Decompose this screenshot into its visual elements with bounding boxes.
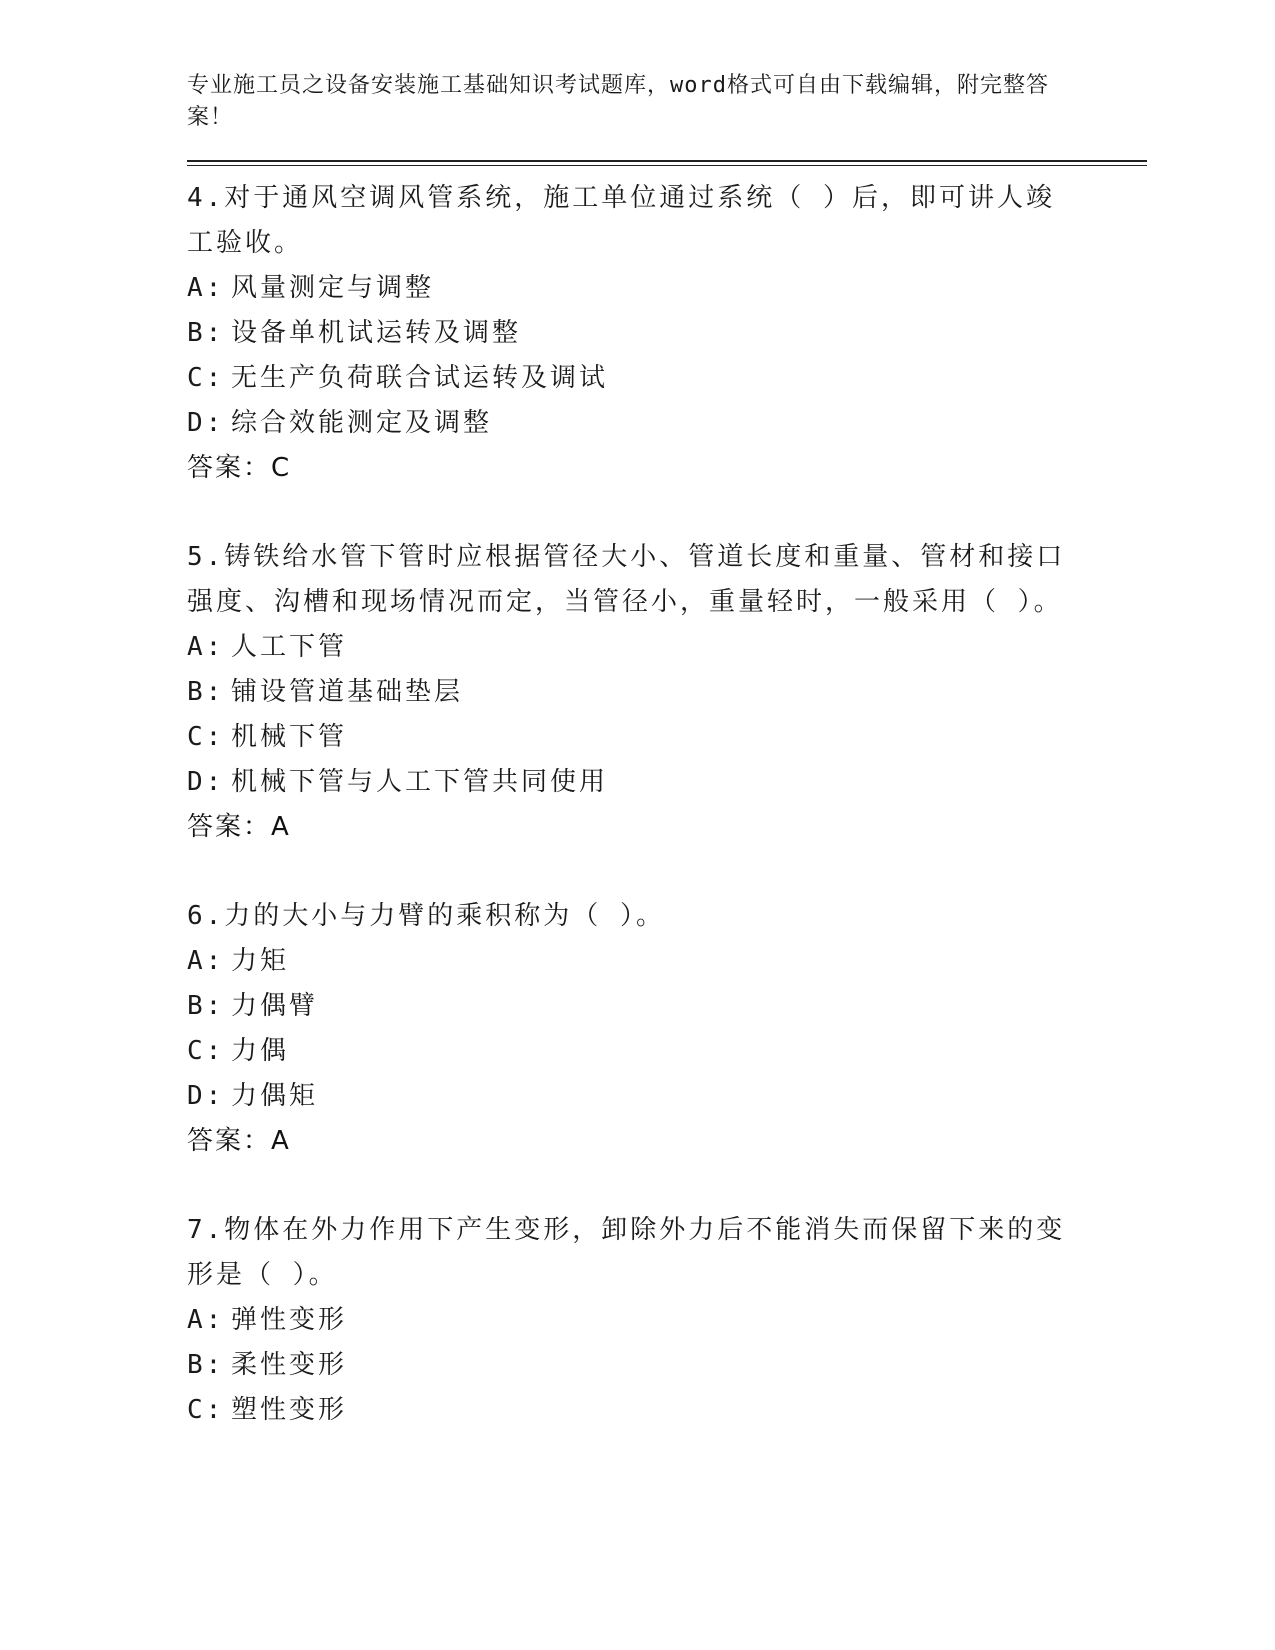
option-letter: B: — [187, 991, 225, 1021]
option-letter: A: — [187, 946, 225, 976]
option-letter: B: — [187, 677, 225, 707]
option-d — [187, 760, 1147, 805]
option-letter: B: — [187, 1350, 225, 1380]
option-letter: A: — [187, 632, 225, 662]
option-a — [187, 939, 1147, 984]
question-stem: 6.力的大小与力臂的乘积称为（ ）。 — [187, 901, 665, 931]
option-letter: D: — [187, 767, 225, 797]
option-letter: C: — [187, 722, 225, 752]
option-text: 力矩 — [231, 946, 290, 976]
option-b — [187, 984, 1147, 1029]
option-letter: A: — [187, 1305, 225, 1335]
option-a — [187, 266, 1147, 311]
question-4 — [187, 176, 1147, 491]
document-page — [187, 70, 1147, 1433]
option-text: 力偶臂 — [231, 991, 319, 1021]
option-a — [187, 625, 1147, 670]
option-text: 弹性变形 — [231, 1305, 348, 1335]
question-6 — [187, 894, 1147, 1164]
option-c — [187, 1029, 1147, 1074]
option-b — [187, 670, 1147, 715]
option-a — [187, 1298, 1147, 1343]
option-d — [187, 1074, 1147, 1119]
option-text: 力偶矩 — [231, 1081, 319, 1111]
option-text: 机械下管 — [231, 722, 348, 752]
option-letter: C: — [187, 363, 225, 393]
option-text: 综合效能测定及调整 — [231, 408, 493, 438]
option-text: 机械下管与人工下管共同使用 — [231, 767, 609, 797]
header-divider-thick — [187, 160, 1147, 162]
option-c — [187, 1388, 1147, 1433]
option-text: 塑性变形 — [231, 1395, 348, 1425]
question-7 — [187, 1208, 1147, 1433]
option-text: 柔性变形 — [231, 1350, 348, 1380]
option-d — [187, 401, 1147, 446]
option-letter: B: — [187, 318, 225, 348]
answer-line: 答案：C — [187, 453, 292, 483]
option-text: 风量测定与调整 — [231, 273, 435, 303]
option-letter: C: — [187, 1036, 225, 1066]
option-text: 设备单机试运转及调整 — [231, 318, 522, 348]
header-divider-thin — [187, 165, 1147, 166]
answer-line: 答案：A — [187, 1126, 291, 1156]
option-c — [187, 715, 1147, 760]
question-5 — [187, 535, 1147, 850]
option-c — [187, 356, 1147, 401]
question-stem: 7.物体在外力作用下产生变形，卸除外力后不能消失而保留下来的变形是（ ）。 — [187, 1215, 1066, 1290]
option-text: 人工下管 — [231, 632, 348, 662]
option-letter: C: — [187, 1395, 225, 1425]
option-b — [187, 311, 1147, 356]
option-text: 无生产负荷联合试运转及调试 — [231, 363, 609, 393]
option-letter: D: — [187, 408, 225, 438]
question-stem: 5.铸铁给水管下管时应根据管径大小、管道长度和重量、管材和接口强度、沟槽和现场情况而定，当管径小，重量轻时，一般采用（ ）。 — [187, 542, 1066, 617]
answer-line: 答案：A — [187, 812, 291, 842]
option-text: 铺设管道基础垫层 — [231, 677, 464, 707]
option-letter: D: — [187, 1081, 225, 1111]
option-text: 力偶 — [231, 1036, 290, 1066]
option-b — [187, 1343, 1147, 1388]
option-letter: A: — [187, 273, 225, 303]
document-intro: 专业施工员之设备安装施工基础知识考试题库，word格式可自由下载编辑，附完整答案！ — [187, 73, 1049, 130]
question-stem: 4.对于通风空调风管系统，施工单位通过系统（ ）后，即可讲人竣工验收。 — [187, 183, 1055, 258]
